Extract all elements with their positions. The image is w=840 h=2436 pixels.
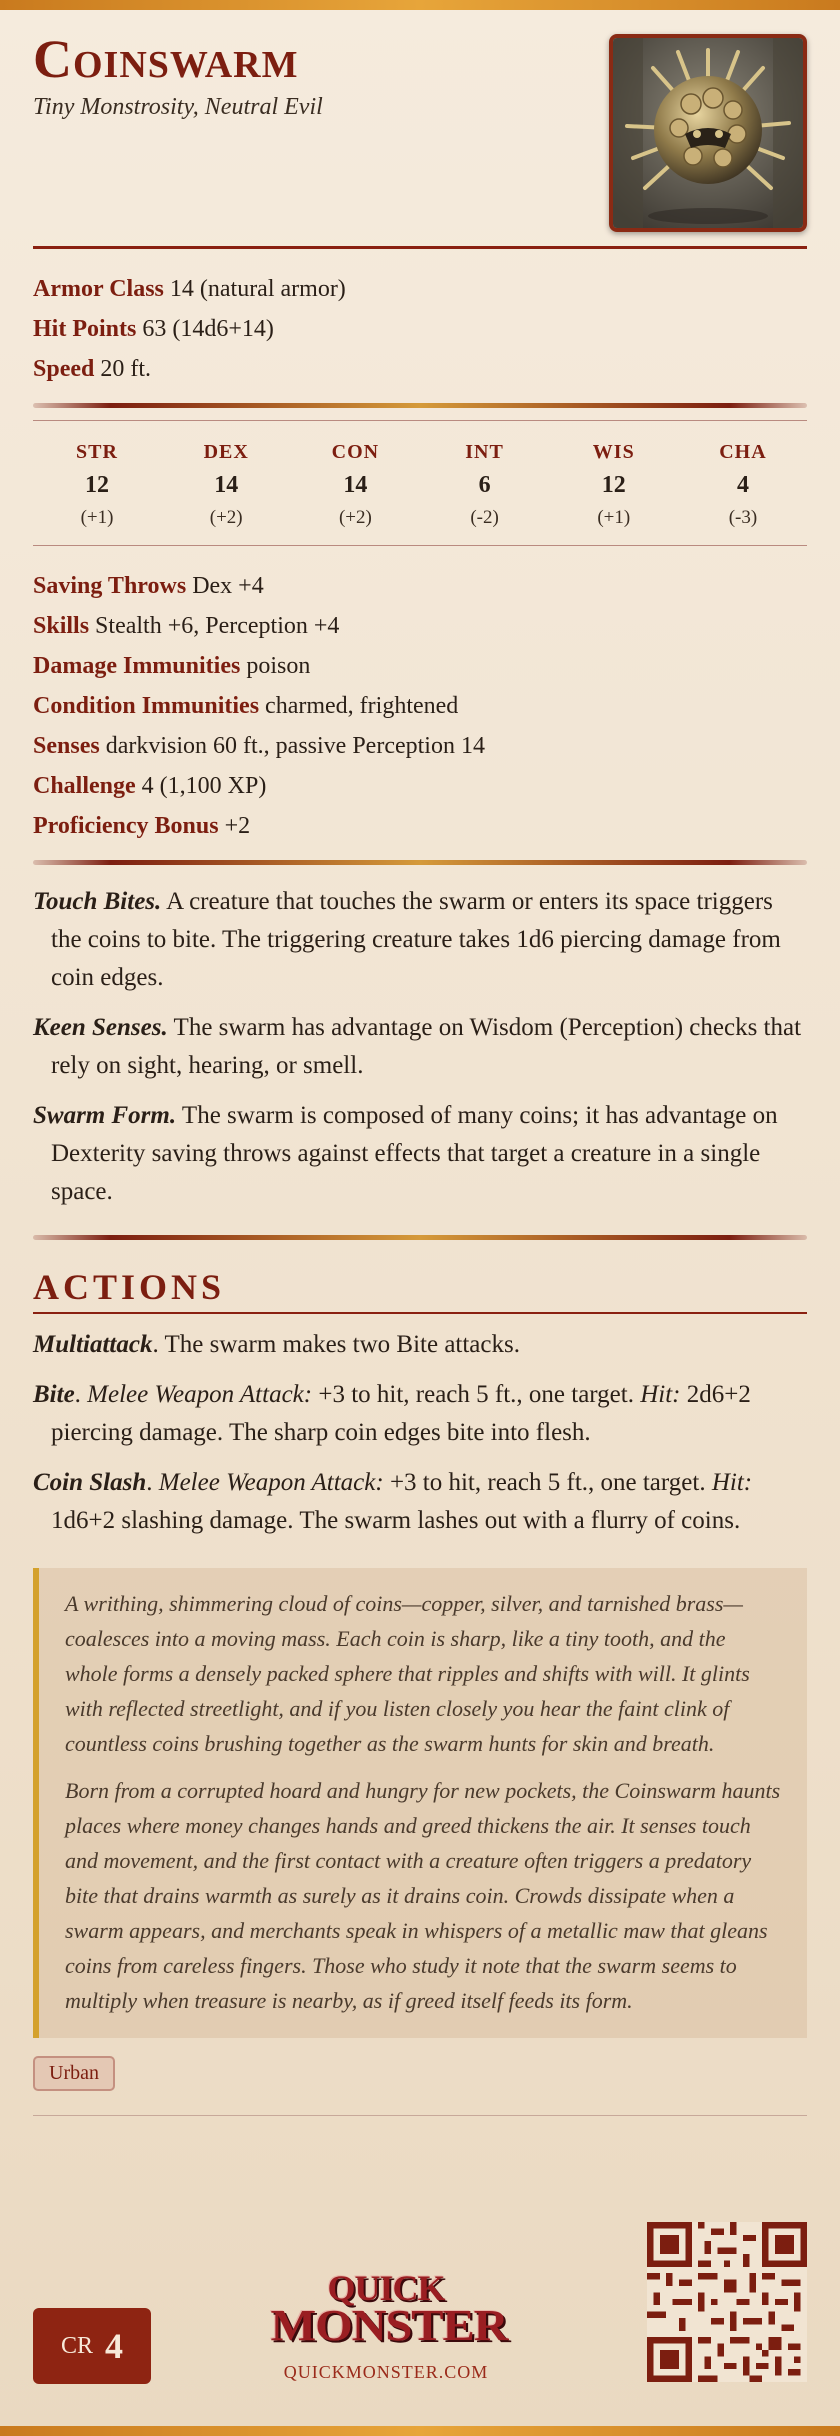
header [33, 10, 807, 246]
speed-label: Speed [33, 356, 95, 382]
action-multiattack [33, 1326, 807, 1364]
monster-portrait [609, 34, 807, 232]
ability-scores [33, 421, 807, 545]
ability-dex [162, 441, 290, 529]
actions-heading: ACTIONS [33, 1267, 226, 1307]
action-coin-slash: Coin Slash. Melee Weapon Attack: +3 to hit, reach 5 ft., one target. Hit: 1d6+2 slashing damage. The swarm lashes out with a flurry of coins. [33, 1469, 753, 1534]
ability-modifier: (-3) [728, 507, 758, 528]
divider [33, 1235, 807, 1240]
ability-label: CON [331, 441, 380, 463]
hit-label: Hit: [640, 1381, 681, 1408]
logo-text-line2: MONSTER [270, 2301, 508, 2350]
logo-text-line1: QUICK [327, 2268, 445, 2308]
action-bite: Bite. Melee Weapon Attack: +3 to hit, reach 5 ft., one target. Hit: 2d6+2 piercing damage. The sharp coin edges bite into flesh. [33, 1381, 751, 1446]
challenge [33, 766, 807, 806]
speed [33, 349, 807, 389]
trait-swarm-form [33, 1097, 807, 1211]
ability-modifier: (+1) [597, 507, 631, 528]
attack-type: Melee Weapon Attack: [158, 1469, 384, 1496]
ability-modifier: (+2) [338, 507, 372, 528]
ability-label: STR [76, 441, 118, 463]
action-text: . The swarm makes two Bite attacks. [152, 1331, 520, 1358]
detail-label: Saving Throws [33, 573, 187, 599]
challenge-rating-badge [33, 2308, 151, 2384]
trait-name: Touch Bites. [33, 888, 162, 915]
monster-type-line: Tiny Monstrosity, Neutral Evil [33, 94, 323, 120]
proficiency-bonus [33, 806, 807, 846]
ability-score: 6 [478, 472, 491, 498]
qr-code[interactable] [647, 2222, 807, 2382]
saving-throws [33, 566, 807, 606]
action-name: Coin Slash [33, 1469, 147, 1496]
armor-class [33, 269, 807, 309]
ability-wis [550, 441, 678, 529]
ability-str [33, 441, 161, 529]
ability-modifier: (+1) [80, 507, 114, 528]
detail-value: charmed, frightened [265, 693, 459, 719]
defense-block [33, 249, 807, 403]
cr-value: 4 [105, 2326, 123, 2366]
hit-text: 1d6+2 slashing damage. The swarm lashes out with a flurry of coins. [51, 1507, 741, 1534]
hit-points-label: Hit Points [33, 316, 137, 342]
attack-type: Melee Weapon Attack: [87, 1381, 313, 1408]
attack-text: +3 to hit, reach 5 ft., one target. [383, 1469, 712, 1496]
ability-score: 14 [343, 472, 368, 498]
ability-int [421, 441, 549, 529]
traits-block [33, 865, 807, 1235]
ability-score: 4 [736, 472, 749, 498]
stat-block [33, 10, 807, 2116]
action-name: Bite [33, 1381, 75, 1408]
detail-value: 4 (1,100 XP) [141, 773, 267, 799]
ability-modifier: (+2) [209, 507, 243, 528]
trait-name: Swarm Form. [33, 1102, 177, 1129]
lore-box [33, 1568, 807, 2038]
divider [33, 403, 807, 408]
trait-text: A creature that touches the swarm or enters its space triggers the coins to bite. The triggering creature takes 1d6 piercing damage from coin edges. [51, 888, 781, 991]
hit-points-value: 63 (14d6+14) [142, 316, 274, 342]
ability-modifier: (-2) [470, 507, 499, 528]
detail-label: Challenge [33, 773, 136, 799]
detail-value: Dex +4 [192, 573, 264, 599]
detail-label: Proficiency Bonus [33, 813, 219, 839]
monster-name: Coinswarm [33, 29, 299, 89]
site-url[interactable]: QUICKMONSTER.COM [283, 2362, 489, 2382]
top-accent-bar [0, 0, 840, 10]
trait-keen-senses [33, 1009, 807, 1085]
condition-immunities [33, 686, 807, 726]
detail-value: Stealth +6, Perception +4 [95, 613, 340, 639]
coin-swarm-illustration [613, 38, 803, 228]
lore-paragraph: A writhing, shimmering cloud of coins—copper, silver, and tarnished brass—coalesces into a moving mass. Each coin is sharp, like a tiny tooth, and the whole forms a densely packed sphere that ripples and shifts with will. It glints with reflected streetlight, and if you listen closely you hear the faint clink of countless coins brushing together as the swarm hunts for skin and breath. [65, 1591, 750, 1756]
ability-con [291, 441, 419, 529]
divider [33, 2115, 807, 2116]
senses [33, 726, 807, 766]
armor-class-label: Armor Class [33, 276, 164, 302]
detail-label: Condition Immunities [33, 693, 260, 719]
ability-label: DEX [203, 441, 249, 463]
lore-paragraph: Born from a corrupted hoard and hungry for new pockets, the Coinswarm haunts places where money changes hands and greed thickens the air. It senses touch and movement, and the first contact with a creature often triggers a predatory bite that drains warmth as surely as it drains coin. Crowds dissipate when a swarm appears, and merchants speak in whispers of a metallic maw that gleans coins from careless fingers. Those who study it note that the swarm seems to multiply when treasure is nearby, as if greed itself feeds its form. [65, 1778, 781, 2013]
detail-value: +2 [224, 813, 251, 839]
ability-label: WIS [592, 441, 635, 463]
ability-score: 12 [601, 472, 626, 498]
trait-text: The swarm is composed of many coins; it has advantage on Dexterity saving throws against effects that target a creature in a single space. [51, 1102, 778, 1205]
detail-label: Skills [33, 613, 90, 639]
quickmonster-logo[interactable] [270, 2268, 508, 2383]
detail-value: darkvision 60 ft., passive Perception 14 [105, 733, 485, 759]
ability-label: INT [465, 441, 504, 463]
detail-value: poison [246, 653, 311, 679]
action-name: Multiattack [33, 1331, 153, 1358]
armor-class-value: 14 (natural armor) [169, 276, 346, 302]
actions-block [33, 1314, 807, 1556]
ability-cha [679, 441, 807, 529]
environment-tag[interactable]: Urban [33, 2056, 115, 2091]
trait-name: Keen Senses. [33, 1014, 168, 1041]
detail-label: Senses [33, 733, 100, 759]
hit-label: Hit: [711, 1469, 753, 1496]
damage-immunities [33, 646, 807, 686]
hit-points [33, 309, 807, 349]
bottom-accent-bar [0, 2426, 840, 2436]
trait-touch-bites [33, 883, 807, 997]
skills [33, 606, 807, 646]
details-block [33, 546, 807, 860]
ability-label: CHA [719, 441, 767, 463]
ability-score: 14 [214, 472, 239, 498]
hit-text: 2d6+2 piercing damage. The sharp coin edges bite into flesh. [51, 1381, 751, 1446]
speed-value: 20 ft. [100, 356, 152, 382]
attack-text: +3 to hit, reach 5 ft., one target. [312, 1381, 641, 1408]
ability-score: 12 [85, 472, 109, 498]
cr-label: CR [60, 2332, 93, 2359]
detail-label: Damage Immunities [33, 653, 241, 679]
trait-text: The swarm has advantage on Wisdom (Perception) checks that rely on sight, hearing, or smell. [51, 1014, 802, 1079]
